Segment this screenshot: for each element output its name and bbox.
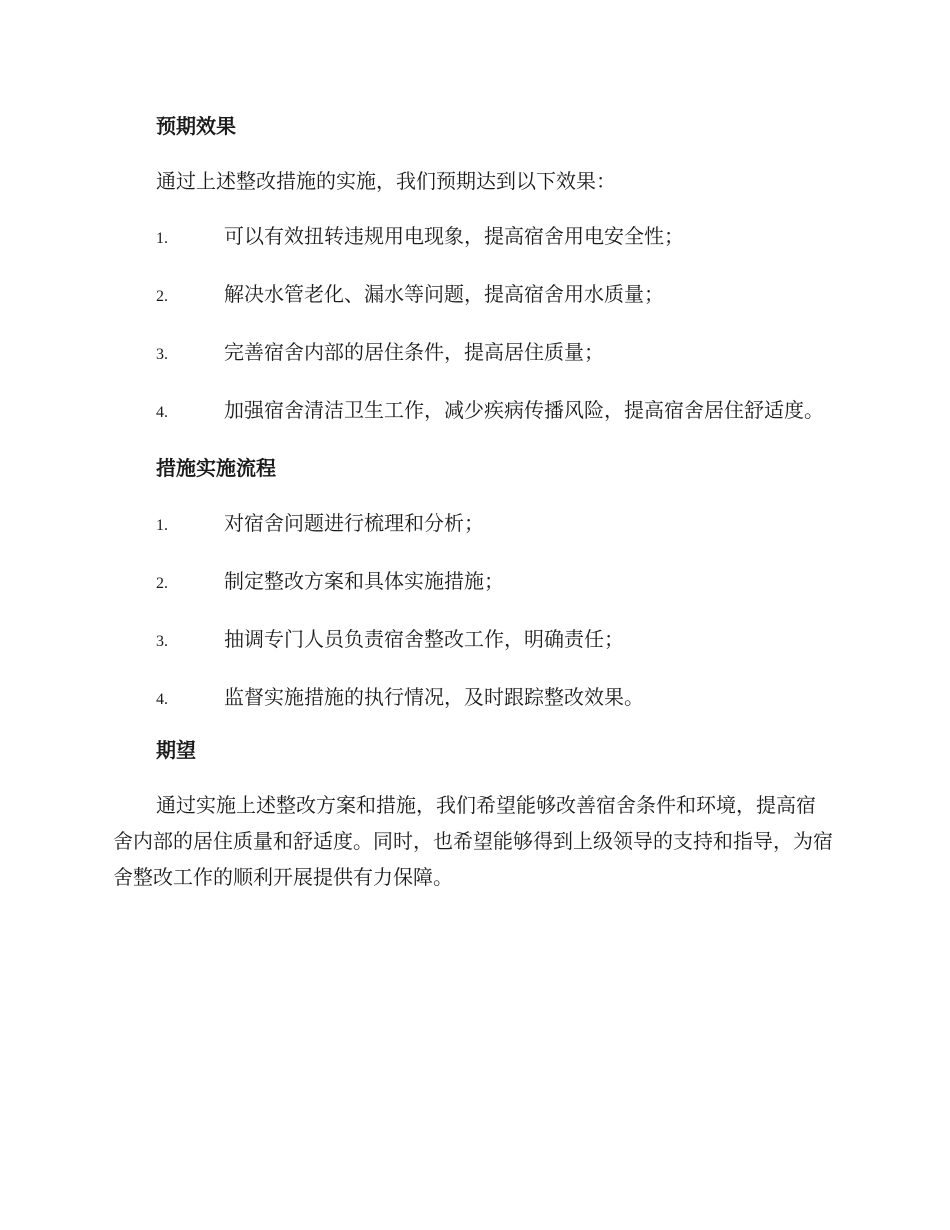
document-page (113, 108, 835, 895)
list-item (113, 679, 835, 718)
hope-paragraph: 通过实施上述整改方案和措施，我们希望能够改善宿舍条件和环境，提高宿舍内部的居住质量和舒适度。同时，也希望能够得到上级领导的支持和指导，为宿舍整改工作的顺利开展提供有力保障。 (113, 793, 833, 889)
list-item (113, 505, 835, 544)
list-item (113, 563, 835, 602)
list-number: 2. (156, 575, 168, 592)
list-text: 抽调专门人员负责宿舍整改工作，明确责任； (224, 627, 624, 651)
list-item (113, 392, 835, 431)
list-item (113, 334, 835, 373)
section-title-hope: 期望 (156, 738, 196, 762)
list-text: 加强宿舍清洁卫生工作，减少疾病传播风险，提高宿舍居住舒适度。 (224, 398, 824, 422)
process-list (113, 505, 835, 718)
section-title-effect: 预期效果 (156, 114, 236, 138)
list-item (113, 218, 835, 257)
list-text: 监督实施措施的执行情况，及时跟踪整改效果。 (224, 685, 644, 709)
list-number: 4. (156, 404, 168, 421)
section-title-process: 措施实施流程 (156, 456, 276, 480)
list-number: 1. (156, 230, 168, 247)
list-number: 4. (156, 691, 168, 708)
list-number: 2. (156, 288, 168, 305)
effect-list (113, 218, 835, 431)
effect-intro: 通过上述整改措施的实施，我们预期达到以下效果： (156, 169, 616, 193)
list-text: 完善宿舍内部的居住条件，提高居住质量； (224, 340, 604, 364)
list-text: 解决水管老化、漏水等问题，提高宿舍用水质量； (224, 282, 664, 306)
list-text: 可以有效扭转违规用电现象，提高宿舍用电安全性； (224, 224, 684, 248)
list-text: 对宿舍问题进行梳理和分析； (224, 511, 484, 535)
list-item (113, 276, 835, 315)
list-number: 3. (156, 346, 168, 363)
list-number: 3. (156, 633, 168, 650)
list-number: 1. (156, 517, 168, 534)
list-item (113, 621, 835, 660)
list-text: 制定整改方案和具体实施措施； (224, 569, 504, 593)
